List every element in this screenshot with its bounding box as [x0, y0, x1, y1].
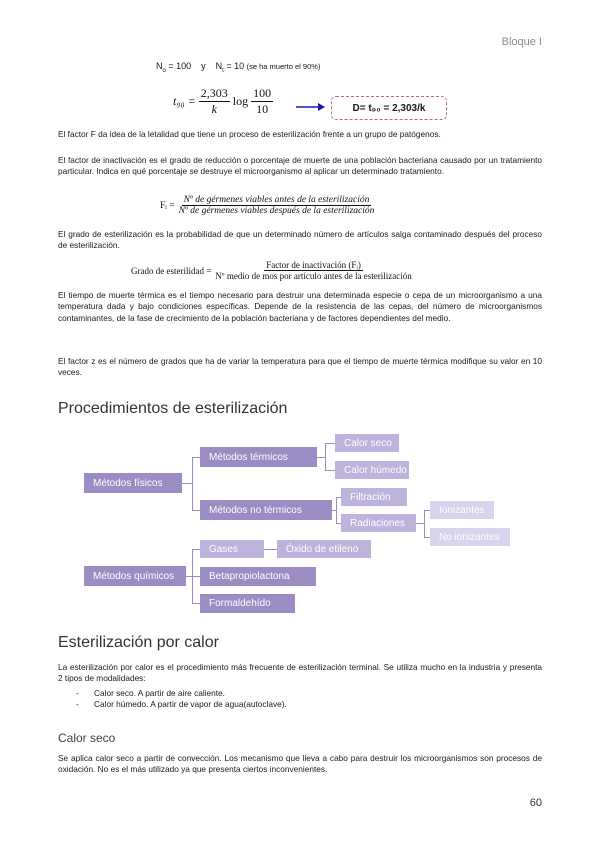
paragraph-factor-f: El factor F da idea de la letalidad que tiene un proceso de esterilización frente a un grupo de patógenos.	[58, 129, 441, 139]
node-filtracion: Filtración	[341, 488, 407, 506]
n-note: (se ha muerto el 90%)	[246, 62, 321, 71]
paragraph-esterilizacion-calor: La esterilización por calor es el procedimiento más frecuente de esterilización terminal. Se utiliza mucho en la industria y presenta 2 tipos de modalidades:	[58, 662, 542, 684]
section-title-esterilizacion-calor: Esterilización por calor	[58, 634, 219, 651]
n0-label: N	[156, 61, 163, 71]
t90-lhs: t₉₀ =	[173, 94, 196, 108]
connector	[416, 523, 424, 524]
nt-label: N	[215, 61, 223, 71]
connector	[192, 510, 200, 511]
connector	[192, 576, 200, 577]
connector	[192, 457, 200, 458]
grado-fraction	[215, 260, 411, 281]
fi-den: Nº de gérmenes viables después de la esterilización	[178, 206, 375, 216]
t90-log: log	[232, 94, 249, 108]
grado-lhs: Grado de esterilidad =	[131, 265, 212, 276]
t90-log-fraction	[251, 86, 273, 117]
connector	[325, 470, 335, 471]
node-betapropiolactona: Betapropiolactona	[200, 567, 316, 586]
connector	[192, 603, 200, 604]
connector	[182, 483, 192, 484]
t90-den: k	[211, 102, 217, 116]
n0-value: = 100	[165, 61, 192, 71]
n0-sub: o	[162, 67, 166, 74]
connector	[264, 549, 277, 550]
n-y: y	[201, 61, 206, 71]
node-calor-humedo: Calor húmedo	[335, 461, 409, 479]
node-metodos-no-termicos: Métodos no térmicos	[200, 500, 332, 520]
connector	[325, 443, 335, 444]
node-calor-seco: Calor seco	[335, 434, 399, 452]
n-values-line	[156, 61, 320, 74]
list-item: - Calor húmedo. A partir de vapor de agua(autoclave).	[58, 699, 542, 710]
grado-num: Factor de inactivación (Fᵢ)	[266, 260, 361, 270]
node-ionizantes: Ionizantes	[430, 501, 494, 519]
section-title-procedimientos: Procedimientos de esterilización	[58, 400, 288, 417]
node-metodos-termicos: Métodos térmicos	[200, 447, 317, 467]
arrow-right-icon	[296, 102, 326, 112]
connector	[424, 510, 425, 537]
node-radiaciones: Radiaciones	[341, 514, 416, 532]
grado-den: Nº medio de mos por artículo antes de la esterilización	[215, 271, 412, 281]
paragraph-tiempo-muerte: El tiempo de muerte térmica es el tiempo necesario para destruir una determinada especie o cepa de un microorganismo a una temperatura dada y bajo condiciones específicas. Depende de la resistencia de las cepas, del número de microorganismos contaminantes, de la fase de crecimiento de la población bacteriana y de factores dependientes del medio.	[58, 290, 542, 323]
node-metodos-quimicos: Métodos químicos	[84, 566, 186, 586]
connector	[192, 549, 200, 550]
t90-num: 2,303	[200, 86, 228, 100]
paragraph-factor-inactivacion: El factor de inactivación es el grado de reducción o porcentaje de muerte de una población bacteriana causado por un tratamiento particular. Indica en qué porcentaje se destruye el microorganismo al aplicar un determinado tratamiento.	[58, 155, 542, 177]
connector	[192, 457, 193, 510]
node-no-ionizantes: No ionizantes	[430, 528, 510, 546]
t90-lognum: 100	[253, 86, 272, 100]
node-oxido-etileno: Óxido de etileno	[277, 540, 371, 558]
fi-fraction	[179, 195, 375, 216]
nt-value: = 10	[223, 61, 245, 71]
formula-t90	[173, 86, 273, 117]
formula-grado	[131, 260, 412, 281]
list-item: - Calor seco. A partir de aire caliente.	[58, 688, 542, 699]
paragraph-grado-esterilizacion: El grado de esterilización es la probabilidad de que un determinado número de artículos salga contaminado después del proceso de esterilización.	[58, 229, 542, 251]
modalidades-list	[58, 688, 542, 711]
fi-num: Nº de gérmenes viables antes de la esterilización	[183, 195, 370, 205]
header-bloque: Bloque I	[501, 36, 542, 48]
node-metodos-fisicos: Métodos físicos	[84, 473, 182, 493]
page-number: 60	[529, 797, 542, 809]
paragraph-calor-seco: Se aplica calor seco a partir de convección. Los mecanismo que lleva a cabo para destruir los microorganismos son procesos de oxidación. No es el más utilizado ya que presenta ciertos inconvenientes.	[58, 753, 542, 775]
t90-logden: 10	[256, 102, 269, 116]
t90-fraction	[199, 86, 230, 117]
paragraph-factor-z: El factor z es el número de grados que ha de variar la temperatura para que el tiempo de muerte térmica modifique su valor en 10 veces.	[58, 356, 542, 378]
connector	[317, 457, 325, 458]
connector	[336, 497, 337, 523]
node-gases: Gases	[200, 540, 264, 558]
nt-sub: t	[222, 67, 224, 74]
connector	[325, 443, 326, 470]
subsection-title-calor-seco: Calor seco	[58, 731, 116, 745]
fi-lhs: Fᵢ =	[160, 200, 175, 211]
node-formaldehido: Formaldehído	[200, 594, 295, 613]
d-value-box: D= t₉₀ = 2,303/k	[331, 96, 447, 120]
formula-fi	[160, 195, 374, 216]
